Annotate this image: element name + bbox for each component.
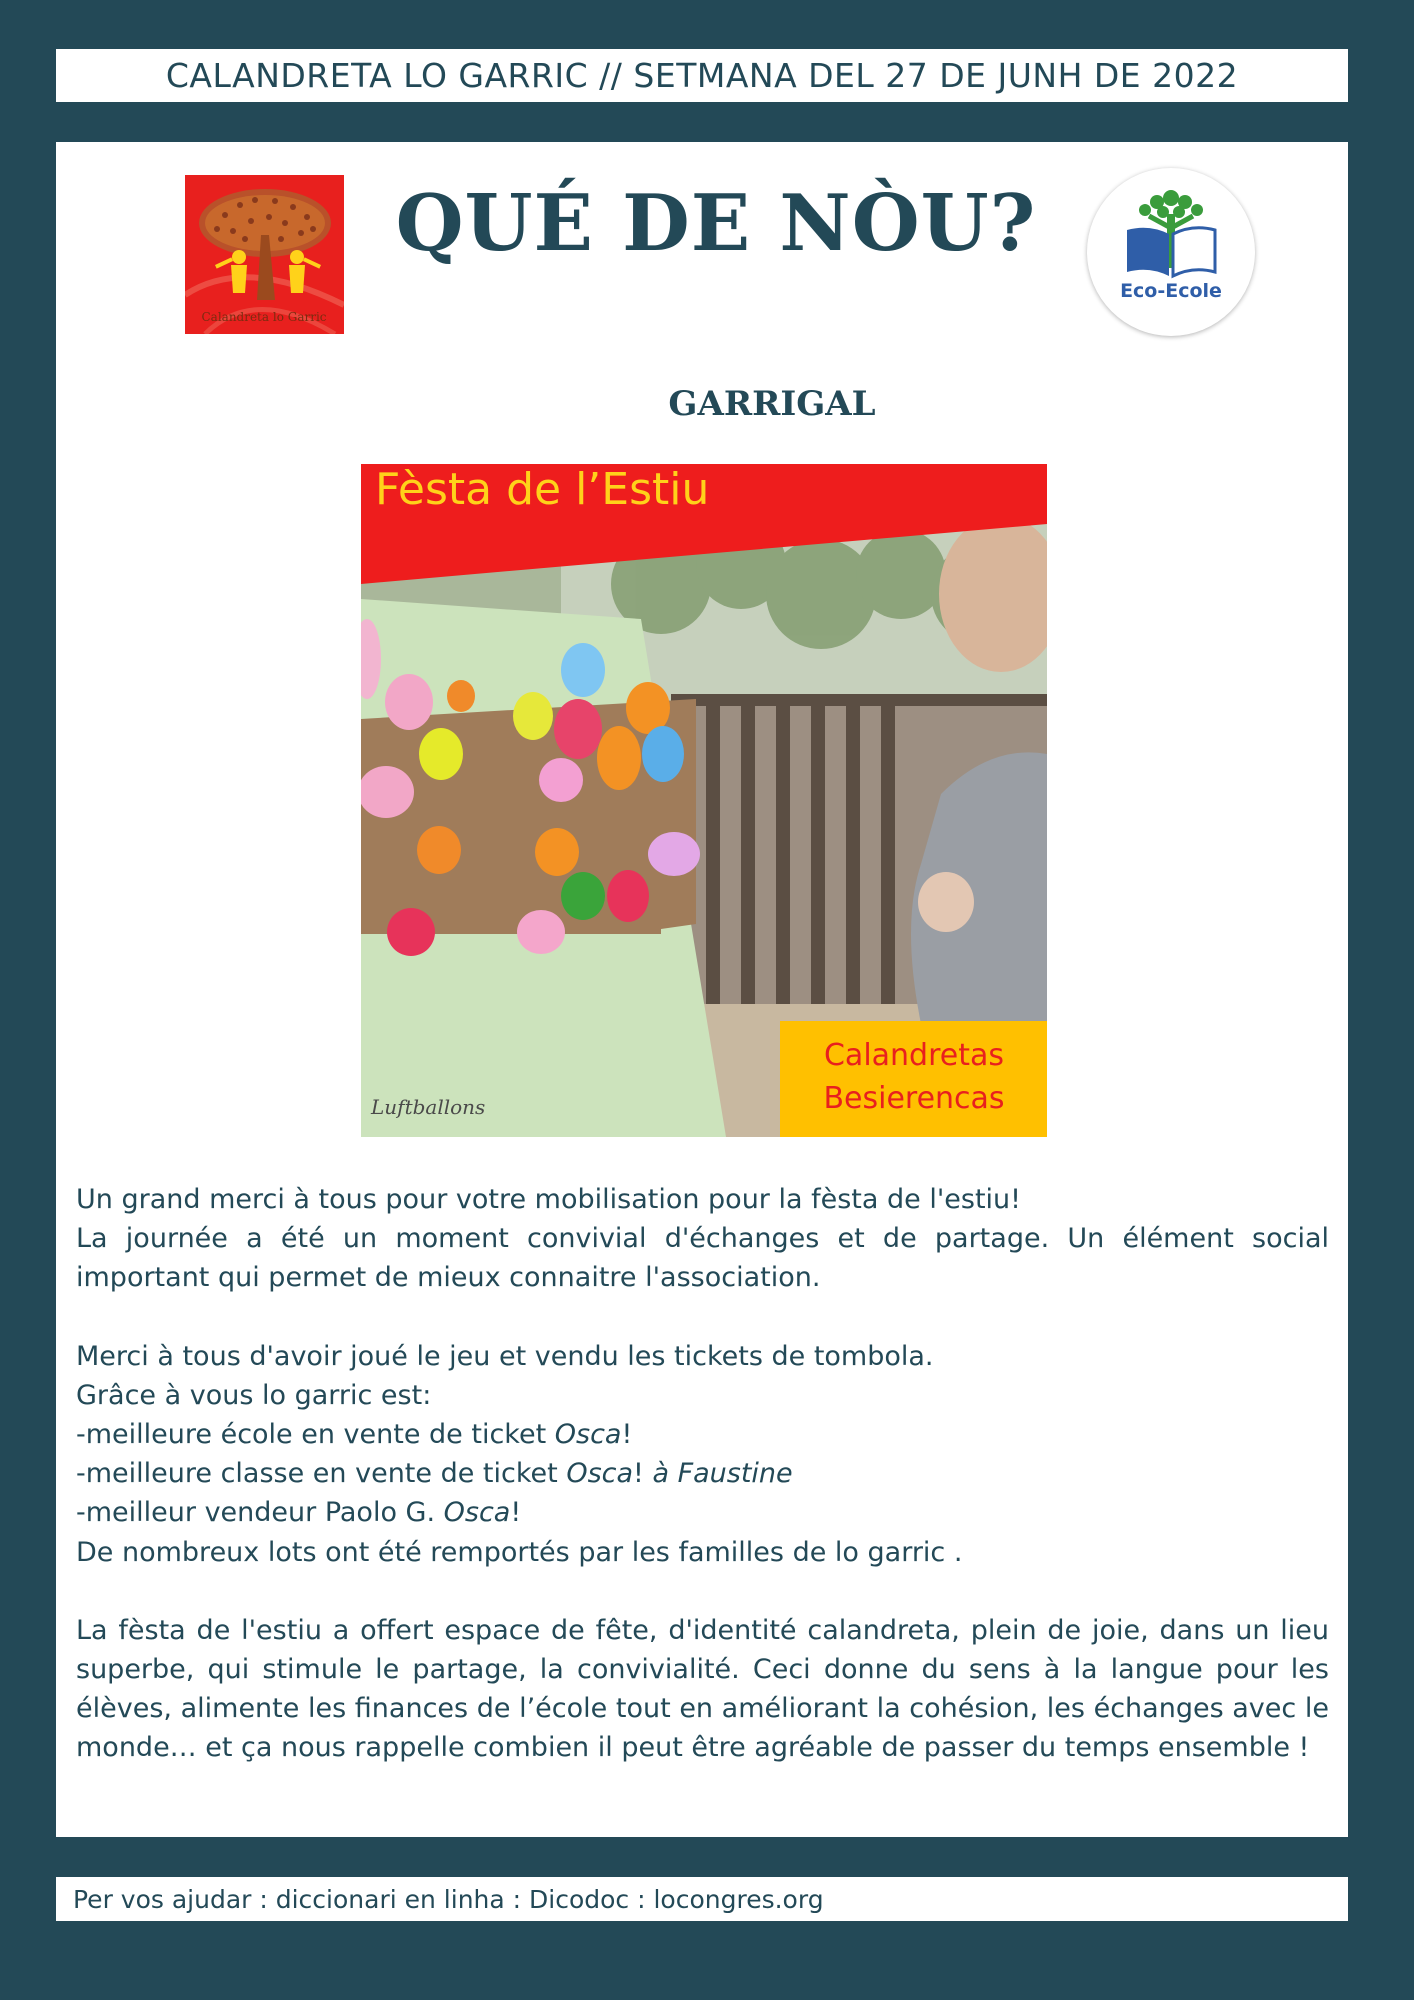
- page-title: QUÉ DE NÒU?: [395, 178, 1037, 269]
- article-body: [76, 1180, 1329, 1768]
- award-item-3: -meilleur vendeur Paolo G. Osca!: [76, 1497, 522, 1529]
- eco-ecole-label: Eco-Ecole: [1120, 280, 1222, 302]
- newsletter-card: [56, 142, 1348, 1837]
- calandreta-logo-graphic: [185, 175, 344, 334]
- award-item-1: -meilleure école en vente de ticket Osca!: [76, 1419, 633, 1451]
- paragraph-1-line-1: Un grand merci à tous pour votre mobilisation pour la fèsta de l'estiu!: [76, 1184, 1021, 1215]
- paragraph-2-line-1: Merci à tous d'avoir joué le jeu et vendu les tickets de tombola.: [76, 1340, 934, 1372]
- calandreta-logo: [185, 175, 344, 334]
- festa-photo-graphic: [361, 464, 1047, 1137]
- header-banner-text: CALANDRETA LO GARRIC // SETMANA DEL 27 DE JUNH DE 2022: [165, 56, 1239, 95]
- eco-ecole-logo: [1087, 168, 1255, 336]
- header-banner: [56, 49, 1348, 102]
- photo-banner-top: Fèsta de l’Estiu: [375, 464, 710, 515]
- paragraph-1-line-2: La journée a été un moment convivial d'échanges et de partage. Un élément social important qui permet de mieux connaitre l'association.: [76, 1223, 1329, 1294]
- footer-help-text: Per vos ajudar : diccionari en linha : Dicodoc : locongres.org: [73, 1884, 824, 1914]
- eco-ecole-logo-graphic: [1087, 168, 1255, 336]
- photo-banner-bottom-2: Besierencas: [823, 1081, 1005, 1116]
- section-title: GARRIGAL: [668, 384, 876, 424]
- footer-bar: [56, 1877, 1348, 1921]
- paragraph-2-line-2: Grâce à vous lo garric est:: [76, 1379, 432, 1411]
- award-item-2: -meilleure classe en vente de ticket Osca! à Faustine: [76, 1458, 793, 1490]
- photo-signature: Luftballons: [371, 1095, 486, 1119]
- photo-banner-bottom-1: Calandretas: [823, 1038, 1005, 1073]
- paragraph-3: La fèsta de l'estiu a offert espace de fête, d'identité calandreta, plein de joie, dans un lieu superbe, qui stimule le partage, la convivialité. Ceci donne du sens à la langue pour les élèves, alimente les finances de l’école tout en améliorant la cohésion, les échanges avec le monde… et ça nous rappelle combien il peut être agréable de passer du temps ensemble !: [76, 1614, 1329, 1764]
- paragraph-2-line-6: De nombreux lots ont été remportés par les familles de lo garric .: [76, 1536, 963, 1568]
- svg-text:Calandreta lo Garric: Calandreta lo Garric: [201, 310, 327, 324]
- festa-photo: [361, 464, 1047, 1137]
